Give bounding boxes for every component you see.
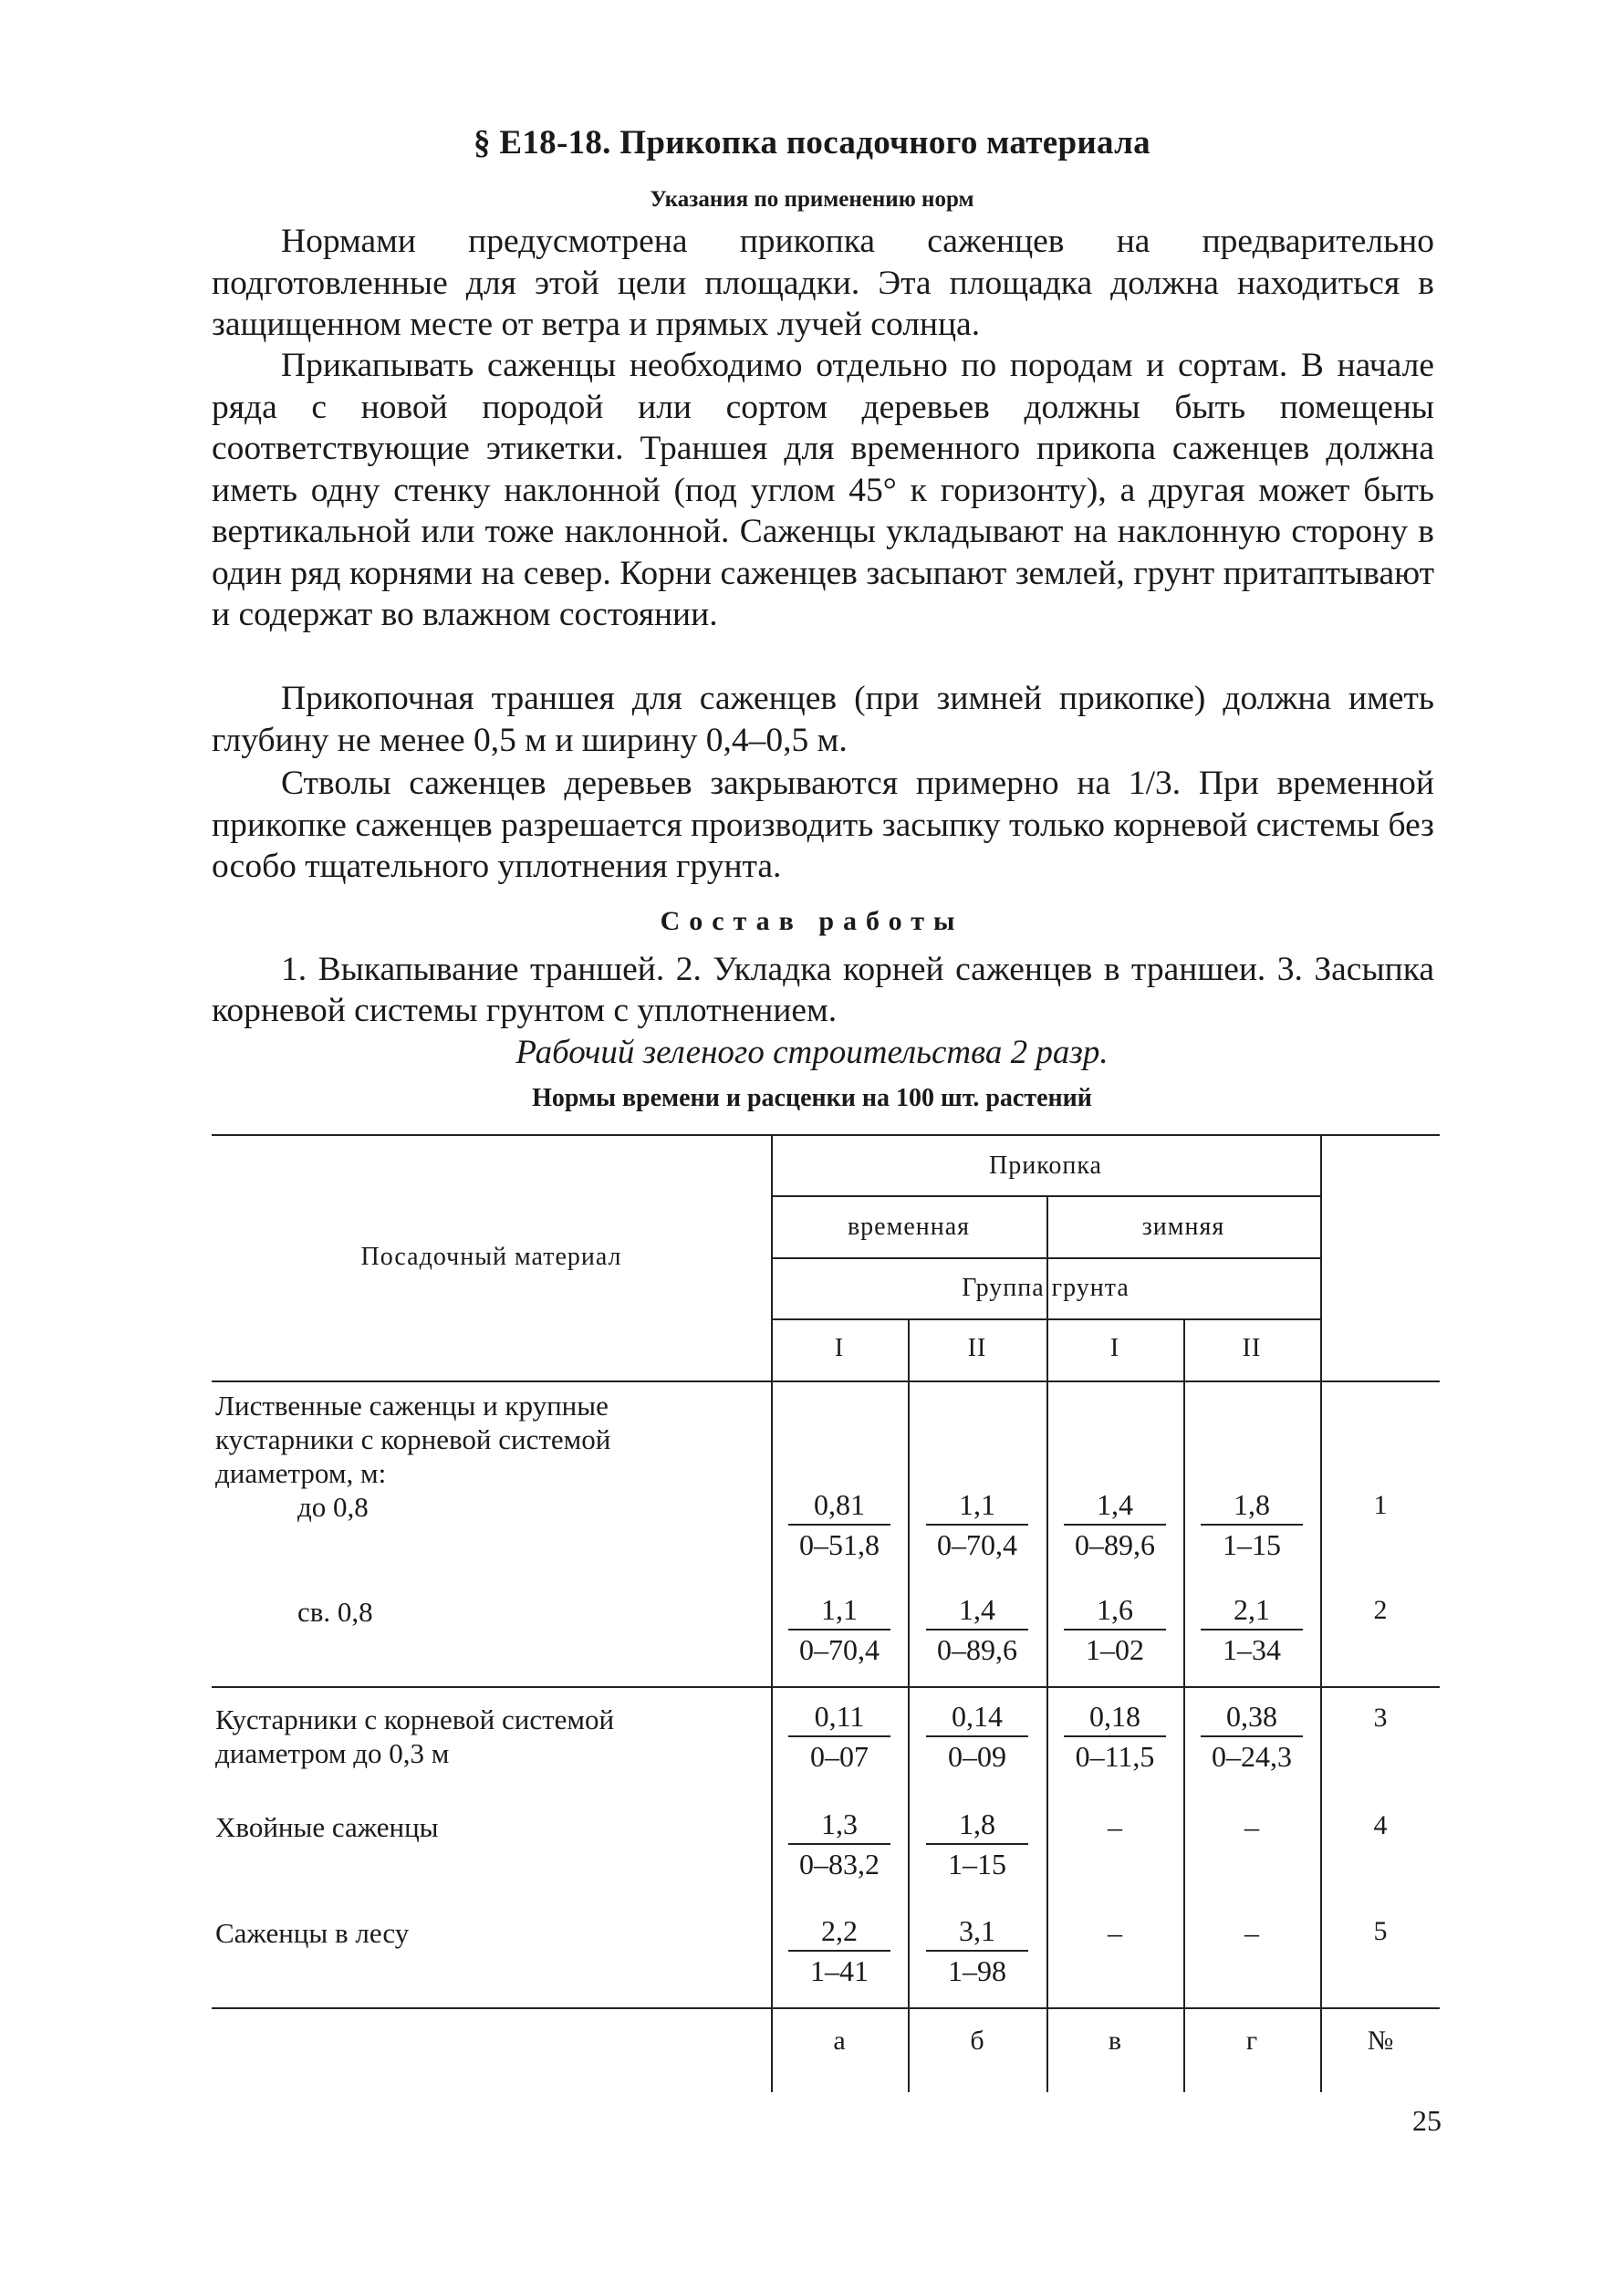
- row-number-3: 3: [1373, 1703, 1388, 1733]
- table-cell-r5-b: 3,1 1–98: [909, 1913, 1046, 1988]
- table-cell-r2-b: 1,4 0–89,6: [909, 1592, 1046, 1667]
- row-number-2: 2: [1373, 1595, 1388, 1625]
- header-winter: зимняя: [1141, 1213, 1225, 1241]
- work-heading: Состав работы: [660, 906, 964, 936]
- header-soil-I-winter: I: [1109, 1334, 1120, 1362]
- table-cell-r5-a: 2,2 1–41: [771, 1913, 908, 1988]
- page-number: 25: [1412, 2104, 1442, 2137]
- header-temporary: временная: [847, 1213, 971, 1241]
- table-cell-r4-b: 1,8 1–15: [909, 1807, 1046, 1881]
- col-number-label: №: [1367, 2026, 1394, 2056]
- row-number-4: 4: [1373, 1810, 1388, 1840]
- col-letter-b: б: [970, 2026, 984, 2056]
- paragraph-4: Стволы саженцев деревьев закрываются примерно на 1/3. При временной прикопке саженцев разрешается производить засыпку только корневой системы без особо тщательного уплотнения грунта.: [212, 765, 1434, 885]
- paragraph-1: Нормами предусмотрена прикопка саженцев на предварительно подготовленные для этой цели площадки. Эта площадка должна находиться в защищенном месте от ветра и прямых лучей солнца.: [212, 223, 1434, 343]
- table-cell-r4-d: –: [1244, 1810, 1259, 1843]
- table-cell-r2-a: 1,1 0–70,4: [771, 1592, 908, 1667]
- header-soil-group: Группа грунта: [962, 1274, 1130, 1302]
- work-description: 1. Выкапывание траншей. 2. Укладка корней саженцев в траншеи. 3. Засыпка корневой системы грунтом с уплотнением.: [212, 951, 1434, 1029]
- table-cell-r5-d: –: [1244, 1916, 1259, 1949]
- material-group-heading: Лиственные саженцы и крупные кустарники с корневой системой диаметром, м:: [215, 1390, 611, 1489]
- table-cell-r3-b: 0,14 0–09: [909, 1699, 1046, 1774]
- table-cell-r3-a: 0,11 0–07: [771, 1699, 908, 1774]
- table-caption: Нормы времени и расценки на 100 шт. растений: [532, 1084, 1092, 1112]
- worker-line: Рабочий зеленого строительства 2 разр.: [515, 1034, 1109, 1071]
- row-number-1: 1: [1373, 1490, 1388, 1520]
- col-letter-a: а: [833, 2026, 846, 2056]
- table-cell-r1-c: 1,4 0–89,6: [1046, 1487, 1183, 1562]
- material-row-3: Кустарники с корневой системой диаметром до 0,3 м: [215, 1703, 615, 1769]
- material-row-1: до 0,8: [297, 1491, 369, 1523]
- table-cell-r2-c: 1,6 1–02: [1046, 1592, 1183, 1667]
- header-soil-I-temp: I: [834, 1334, 845, 1362]
- table-cell-r3-c: 0,18 0–11,5: [1046, 1699, 1183, 1774]
- header-soil-II-winter: II: [1242, 1334, 1262, 1362]
- section-subtitle: Указания по применению норм: [650, 187, 974, 212]
- material-row-2: св. 0,8: [297, 1596, 373, 1628]
- material-row-4: Хвойные саженцы: [215, 1811, 439, 1843]
- table-cell-r4-a: 1,3 0–83,2: [771, 1807, 908, 1881]
- page-title: § Е18-18. Прикопка посадочного материала: [474, 124, 1150, 161]
- header-soil-II-temp: II: [967, 1334, 987, 1362]
- table-cell-r3-d: 0,38 0–24,3: [1183, 1699, 1320, 1774]
- material-row-5: Саженцы в лесу: [215, 1917, 410, 1949]
- paragraph-2: Прикапывать саженцы необходимо отдельно по породам и сортам. В начале ряда с новой породой или сортом деревьев должны быть помещены соответствующие этикетки. Траншея для временного прикопа саженцев должна иметь одну стенку наклонной (под углом 45° к горизонту), а другая может быть вертикальной или тоже наклонной. Саженцы укладывают на наклонную сторону в один ряд корнями на север. Корни саженцев засыпают землей, грунт притаптывают и содержат во влажном состоянии.: [212, 347, 1434, 633]
- header-material: Посадочный материал: [360, 1243, 622, 1271]
- table-cell-r2-d: 2,1 1–34: [1183, 1592, 1320, 1667]
- table-cell-r5-c: –: [1108, 1916, 1122, 1949]
- col-letter-v: в: [1108, 2026, 1122, 2056]
- row-number-5: 5: [1373, 1916, 1388, 1946]
- header-prikopka: Прикопка: [989, 1151, 1102, 1180]
- table-cell-r1-a: 0,81 0–51,8: [771, 1487, 908, 1562]
- col-letter-g: г: [1245, 2026, 1258, 2056]
- table-cell-r1-d: 1,8 1–15: [1183, 1487, 1320, 1562]
- paragraph-3: Прикопочная траншея для саженцев (при зимней прикопке) должна иметь глубину не менее 0,5 м и ширину 0,4–0,5 м.: [212, 680, 1434, 759]
- table-cell-r4-c: –: [1108, 1810, 1122, 1843]
- table-cell-r1-b: 1,1 0–70,4: [909, 1487, 1046, 1562]
